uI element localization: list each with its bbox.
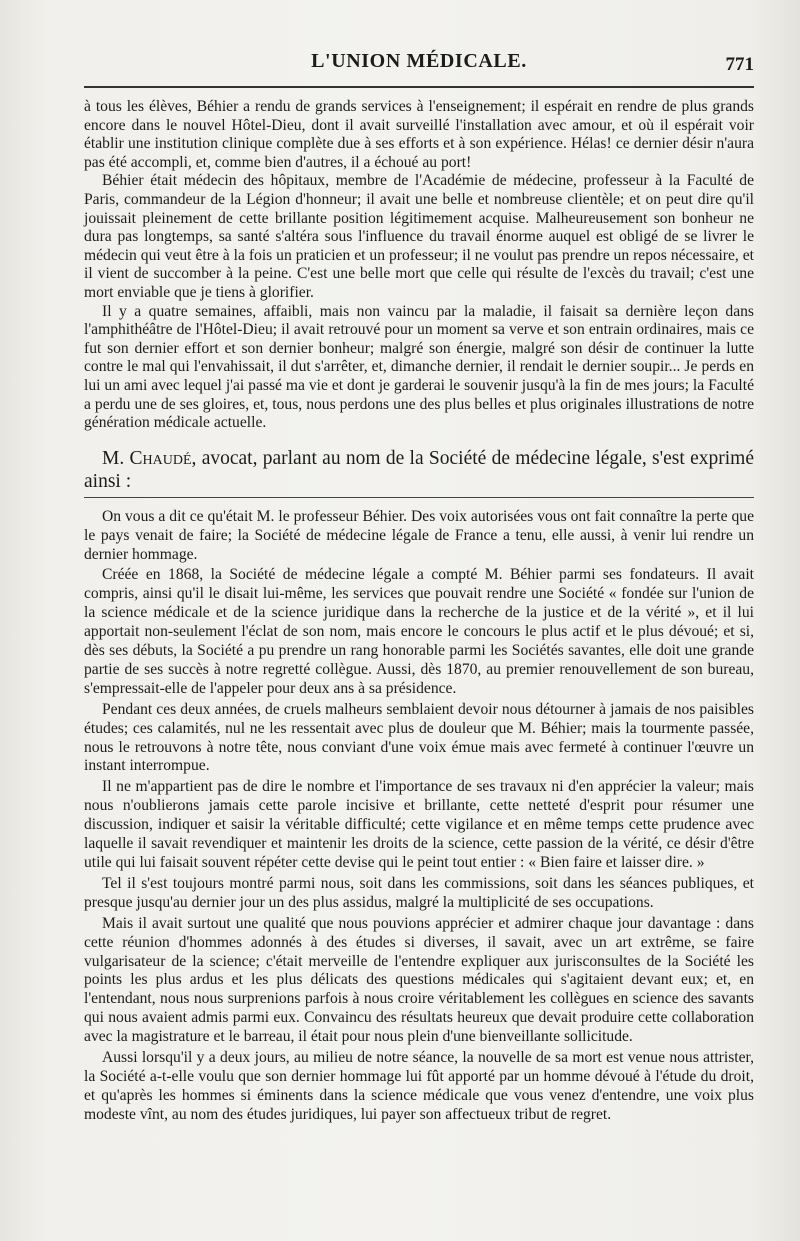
speech-paragraph-2: Créée en 1868, la Société de médecine légale a compté M. Béhier parmi ses fondateurs. Il avait compris, ainsi qu'il le disait lui-même, les services que pouvait rendre une Société « fondée sur l'union de la science médicale et de la science juridique dans la recherche de la justice et de la vérité », et il lui apportait non-seulement l'éclat de son nom, mais encore le concours le plus actif et le plus dévoué; et si, dès ses débuts, la Société a pu prendre un rang honorable parmi les Sociétés savantes, elle doit une grande partie de ses succès à notre regretté collègue. Aussi, dès 1870, au premier renouvellement de son bureau, s'empressait-elle de l'appeler pour deux ans à sa présidence. (84, 566, 754, 697)
speaker-prefix: M. (102, 447, 130, 469)
page-number: 771 (725, 54, 754, 75)
speech-paragraph-5: Tel il s'est toujours montré parmi nous, soit dans les commissions, soit dans les séances publiques, et presque jusqu'au dernier jour un des plus assidus, malgré la multiplicité de ses occupations. (84, 874, 754, 911)
speech-paragraph-3: Pendant ces deux années, de cruels malheurs semblaient devoir nous détourner à jamais de nos paisibles études; ces calamités, nul ne les ressentait avec plus de douleur que M. Béhier; mais la tourmente passée, nous le retrouvons à notre tête, nous conviant d'une voix émue mais avec fermeté à continuer l'œuvre un instant interrompue. (84, 700, 754, 775)
speech-paragraph-7: Aussi lorsqu'il y a deux jours, au milieu de notre séance, la nouvelle de sa mort est venue nous attrister, la Société a-t-elle voulu que son dernier hommage lui fût apporté par un homme dévoué à l'étude du droit, et qu'après les hommes si éminents dans la science médicale que vous venez d'entendre, une voix plus modeste vînt, au nom des études juridiques, lui payer son affectueux tribut de regret. (84, 1049, 754, 1123)
speech-paragraph-6: Mais il avait surtout une qualité que nous pouvions apprécier et admirer chaque jour davantage : dans cette réunion d'hommes adonnés à des études si diverses, il savait, avec un art extrême, se faire vulgarisateur de la science; c'était merveille de l'entendre expliquer aux jurisconsultes de la Société les points les plus ardus et les plus délicats des questions médicales qui s'agitaient devant eux; et, en l'entendant, nous nous surprenions parfois à nous croire véritablement les collègues en science des savants qui nous avaient admis parmi eux. Convaincu des résultats heureux que devait produire cette collaboration avec la magistrature et le barreau, il était pour nous plein d'une bienveillante sollicitude. (84, 914, 754, 1046)
intro-paragraph-1: à tous les élèves, Béhier a rendu de grands services à l'enseignement; il espérait en rendre de plus grands encore dans le nouvel Hôtel-Dieu, dont il avait surveillé l'installation avec amour, et où il espérait voir établir une institution clinique complète due à ses efforts et à son expérience. Hélas! ce dernier désir n'aura pas été accompli, et, comme bien d'autres, il a échoué au port! (84, 98, 754, 171)
intro-paragraph-2: Béhier était médecin des hôpitaux, membre de l'Académie de médecine, professeur à la Faculté de Paris, commandeur de la Légion d'honneur; il avait une belle et nombreuse clientèle; et on peut dire qu'il jouissait pleinement de cette brillante position légitimement acquise. Malheureusement son bonheur ne dura pas longtemps, sa santé s'altéra sous l'influence du travail énorme auquel est obligé de se livrer le médecin qui veut être à la fois un praticien et un professeur; il ne voulut pas prendre un repos nécessaire, et il vient de succomber à la peine. C'est une belle mort que celle qui résulte de l'excès du travail; c'est une mort enviable que je tiens à glorifier. (84, 172, 754, 301)
speaker-name: Chaudé (129, 447, 192, 469)
page-header (84, 50, 754, 84)
speaker-heading (84, 447, 754, 493)
intro-section (84, 98, 754, 433)
speech-paragraph-4: Il ne m'appartient pas de dire le nombre et l'importance de ses travaux ni d'en apprécier la valeur; mais nous n'oublierons jamais cette parole incisive et brillante, cette netteté d'esprit pour résumer une discussion, indiquer et saisir la véritable difficulté; cette vigilance et en même temps cette prudence avec laquelle il savait revendiquer et maintenir les droits de la science, cette passion de la vérité, ce désir d'être utile qui lui faisait souvent répéter cette devise qui le peint tout entier : « Bien faire et laisser dire. » (84, 778, 754, 871)
speech-paragraph-1: On vous a dit ce qu'était M. le professeur Béhier. Des voix autorisées vous ont fait connaître la perte que le pays venait de faire; la Société de médecine légale de France a tenu, elle aussi, à venir lui rendre un dernier hommage. (84, 507, 754, 563)
header-rule (84, 86, 754, 88)
intro-paragraph-3: Il y a quatre semaines, affaibli, mais non vaincu par la maladie, il faisait sa dernière leçon dans l'amphithéâtre de l'Hôtel-Dieu; il avait retrouvé pour un moment sa verve et son entrain ordinaires, mais ce fut son dernier effort et son dernier bonheur; malgré son énergie, malgré son désir de continuer la lutte contre le mal qui l'envahissait, il dut s'arrêter, et, dimanche dernier, il rendait le dernier soupir... Je perds en lui un ami avec lequel j'ai passé ma vie et dont je garderai le souvenir jusqu'à la fin de mes jours; la Faculté a perdu une de ses gloires, et, tous, nous perdons une des plus belles et plus originales illustrations de notre génération médicale actuelle. (84, 302, 754, 432)
speech-section (84, 508, 754, 1125)
running-title: L'UNION MÉDICALE. (311, 50, 527, 72)
speaker-rule (84, 497, 754, 498)
speaker-description: , avocat, parlant au nom de la Société de médecine légale, s'est exprimé ainsi : (84, 447, 754, 492)
